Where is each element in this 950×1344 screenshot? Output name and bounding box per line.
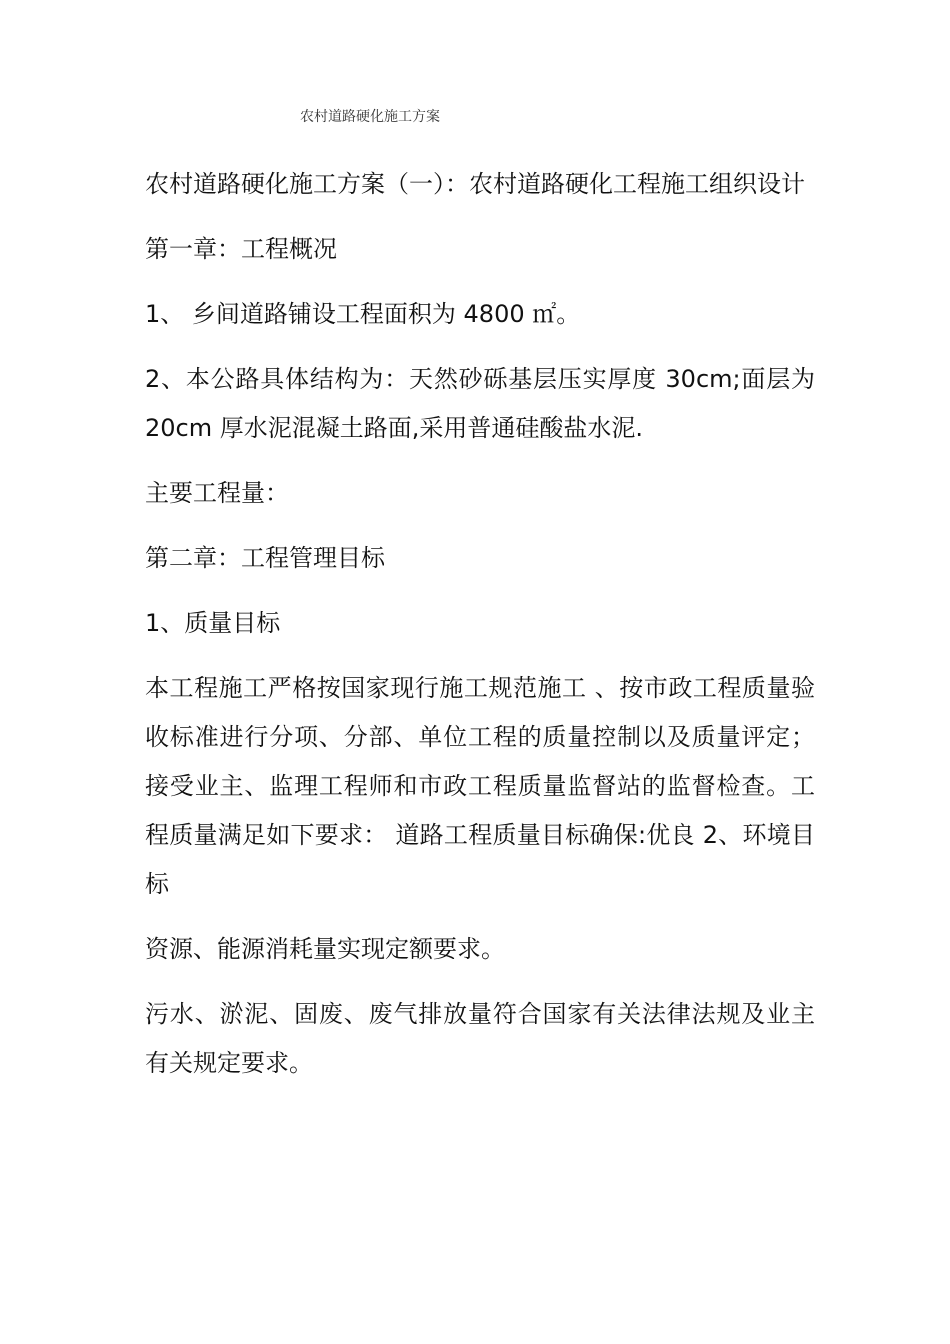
main-quantities-label: 主要工程量： (145, 479, 289, 507)
quality-paragraph: 本工程施工严格按国家现行施工规范施工 、按市政工程质量验收标准进行分项、分部、单位工程的质量控制以及质量评定；接受业主、监理工程师和市政工程质量监督站的监督检查。工程质量满足如下要求： 道路工程质量目标确保:优良 2、环境目标 (145, 674, 815, 898)
chapter-2-heading: 第二章：工程管理目标 (145, 544, 385, 572)
overview-item-1: 1、 乡间道路铺设工程面积为 4800 ㎡。 (145, 300, 581, 328)
quality-target-heading: 1、质量目标 (145, 609, 281, 637)
document-title: 农村道路硬化施工方案（一）：农村道路硬化工程施工组织设计 (145, 170, 805, 198)
document-body (145, 160, 815, 1104)
resource-line: 资源、能源消耗量实现定额要求。 (145, 935, 505, 963)
chapter-1-heading: 第一章：工程概况 (145, 235, 337, 263)
pollution-paragraph: 污水、淤泥、固废、废气排放量符合国家有关法律法规及业主有关规定要求。 (145, 1000, 815, 1077)
running-header-title: 农村道路硬化施工方案 (300, 109, 440, 125)
overview-item-2: 2、本公路具体结构为：天然砂砾基层压实厚度 30cm;面层为 20cm 厚水泥混凝土路面,采用普通硅酸盐水泥. (145, 365, 815, 442)
